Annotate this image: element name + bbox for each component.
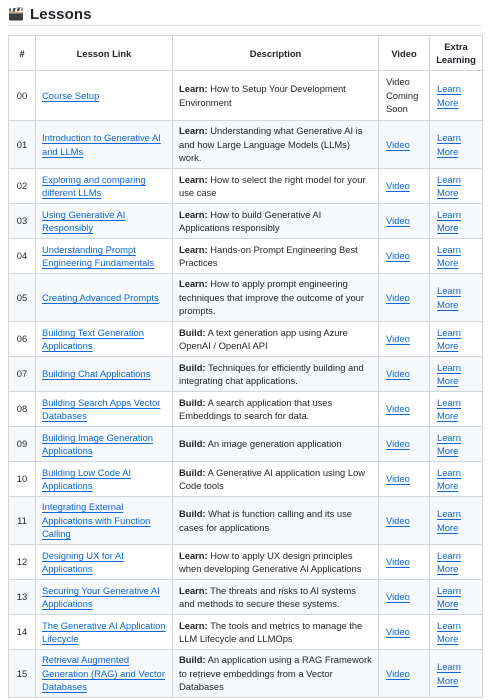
description-kind: Build:	[179, 466, 206, 478]
video-link[interactable]: Video	[386, 250, 410, 262]
section-title: Lessons	[30, 5, 92, 23]
lesson-link[interactable]: Building Image Generation Applications	[42, 431, 154, 456]
lesson-link[interactable]: Course Setup	[42, 89, 100, 101]
clapperboard-icon	[8, 7, 24, 21]
lesson-number: 09	[9, 427, 36, 462]
description-kind: Build:	[179, 654, 206, 666]
table-row	[9, 239, 483, 274]
lesson-number: 07	[9, 357, 36, 392]
table-row	[9, 392, 483, 427]
description-text: The threats and risks to AI systems and methods to secure these systems.	[179, 584, 356, 609]
video-link[interactable]: Video	[386, 473, 410, 485]
video-cell	[379, 322, 430, 357]
lesson-description	[173, 392, 379, 427]
table-row	[9, 615, 483, 650]
extra-learning-cell	[430, 497, 483, 545]
description-kind: Build:	[179, 361, 206, 373]
lesson-link-cell	[36, 392, 173, 427]
lesson-number: 10	[9, 462, 36, 497]
video-cell	[379, 204, 430, 239]
video-cell	[379, 650, 430, 698]
table-row	[9, 357, 483, 392]
description-text: How to select the right model for your use case	[179, 173, 366, 198]
description-kind: Learn:	[179, 278, 208, 290]
lesson-link[interactable]: Integrating External Applications with Function Calling	[42, 501, 151, 540]
extra-learning-cell	[430, 580, 483, 615]
lesson-link-cell	[36, 462, 173, 497]
lesson-number: 13	[9, 580, 36, 615]
lesson-link[interactable]: Building Text Generation Applications	[42, 326, 144, 351]
video-link[interactable]: Video	[386, 215, 410, 227]
table-row	[9, 427, 483, 462]
description-kind: Build:	[179, 396, 206, 408]
lesson-link-cell	[36, 497, 173, 545]
video-cell	[379, 169, 430, 204]
extra-learning-cell	[430, 427, 483, 462]
header-extra-learning: Extra Learning	[430, 36, 483, 71]
lessons-table	[8, 35, 483, 698]
lesson-description	[173, 497, 379, 545]
lesson-description	[173, 239, 379, 274]
header-description: Description	[173, 36, 379, 71]
lesson-number: 14	[9, 615, 36, 650]
description-text: What is function calling and its use cases for applications	[179, 508, 352, 533]
description-text: Hands-on Prompt Engineering Best Practices	[179, 243, 358, 268]
description-text: Understanding what Generative AI is and how Large Language Models (LLMs) work.	[179, 125, 363, 164]
video-cell	[379, 497, 430, 545]
description-kind: Learn:	[179, 208, 208, 220]
description-text: Techniques for efficiently building and integrating chat applications.	[179, 361, 364, 386]
video-link[interactable]: Video	[386, 291, 410, 303]
lesson-link-cell	[36, 239, 173, 274]
description-text: How to apply UX design principles when developing Generative AI Applications	[179, 549, 362, 574]
learn-more-link[interactable]: Learn More	[437, 208, 461, 233]
description-kind: Learn:	[179, 549, 208, 561]
lesson-number: 04	[9, 239, 36, 274]
video-cell	[379, 462, 430, 497]
video-link[interactable]: Video	[386, 626, 410, 638]
table-row	[9, 580, 483, 615]
extra-learning-cell	[430, 204, 483, 239]
video-link[interactable]: Video	[386, 333, 410, 345]
lesson-link[interactable]: Securing Your Generative AI Applications	[42, 584, 160, 609]
lesson-number: 11	[9, 497, 36, 545]
lesson-description	[173, 322, 379, 357]
extra-learning-cell	[430, 121, 483, 169]
learn-more-link[interactable]: Learn More	[437, 361, 461, 386]
learn-more-link[interactable]: Learn More	[437, 549, 461, 574]
lesson-link-cell	[36, 427, 173, 462]
lesson-link[interactable]: Building Chat Applications	[42, 368, 151, 380]
learn-more-link[interactable]: Learn More	[437, 83, 461, 108]
lesson-number: 06	[9, 322, 36, 357]
table-row	[9, 274, 483, 322]
video-cell	[379, 71, 430, 121]
lesson-link[interactable]: Building Low Code AI Applications	[42, 466, 132, 491]
description-text: An application using a RAG Framework to retrieve embeddings from a Vector Databases	[179, 654, 372, 693]
extra-learning-cell	[430, 322, 483, 357]
table-row	[9, 71, 483, 121]
description-kind: Build:	[179, 438, 206, 450]
lesson-description	[173, 615, 379, 650]
video-cell	[379, 121, 430, 169]
video-cell	[379, 580, 430, 615]
video-cell	[379, 545, 430, 580]
video-cell	[379, 274, 430, 322]
video-cell	[379, 615, 430, 650]
extra-learning-cell	[430, 169, 483, 204]
extra-learning-cell	[430, 239, 483, 274]
description-kind: Learn:	[179, 83, 208, 94]
lesson-link[interactable]: Retrieval Augmented Generation (RAG) and Vector Databases	[42, 654, 165, 693]
description-text: The tools and metrics to manage the LLM Lifecycle and LLMOps	[179, 619, 363, 644]
lesson-link-cell	[36, 322, 173, 357]
description-kind: Learn:	[179, 619, 208, 631]
table-row	[9, 322, 483, 357]
video-link[interactable]: Video	[386, 667, 410, 679]
video-link[interactable]: Video	[386, 438, 410, 450]
section-divider	[8, 25, 481, 26]
video-link[interactable]: Video	[386, 180, 410, 192]
lesson-number: 03	[9, 204, 36, 239]
header-video: Video	[379, 36, 430, 71]
extra-learning-cell	[430, 71, 483, 121]
lesson-description	[173, 580, 379, 615]
lesson-link-cell	[36, 357, 173, 392]
video-link[interactable]: Video	[386, 591, 410, 603]
header-number: #	[9, 36, 36, 71]
video-link[interactable]: Video	[386, 368, 410, 380]
lesson-link-cell	[36, 204, 173, 239]
lesson-description	[173, 169, 379, 204]
learn-more-link[interactable]: Learn More	[437, 285, 461, 310]
lesson-link[interactable]: Understanding Prompt Engineering Fundamentals	[42, 243, 155, 268]
lesson-number: 08	[9, 392, 36, 427]
header-lesson-link: Lesson Link	[36, 36, 173, 71]
learn-more-link[interactable]: Learn More	[437, 132, 461, 157]
description-kind: Learn:	[179, 125, 208, 137]
video-status: Video Coming Soon	[386, 76, 419, 115]
extra-learning-cell	[430, 462, 483, 497]
lesson-description	[173, 274, 379, 322]
video-cell	[379, 239, 430, 274]
video-link[interactable]: Video	[386, 403, 410, 415]
learn-more-link[interactable]: Learn More	[437, 508, 461, 533]
learn-more-link[interactable]: Learn More	[437, 396, 461, 421]
learn-more-link[interactable]: Learn More	[437, 466, 461, 491]
lesson-description	[173, 650, 379, 698]
lesson-link-cell	[36, 650, 173, 698]
extra-learning-cell	[430, 545, 483, 580]
lesson-link[interactable]: Using Generative AI Responsibly	[42, 208, 126, 233]
learn-more-link[interactable]: Learn More	[437, 243, 461, 268]
lesson-link[interactable]: The Generative AI Application Lifecycle	[42, 619, 166, 644]
learn-more-link[interactable]: Learn More	[437, 584, 461, 609]
extra-learning-cell	[430, 650, 483, 698]
extra-learning-cell	[430, 615, 483, 650]
learn-more-link[interactable]: Learn More	[437, 173, 461, 198]
table-row	[9, 497, 483, 545]
description-text: A search application that uses Embeddings to search for data.	[179, 396, 333, 421]
lesson-description	[173, 204, 379, 239]
lesson-link-cell	[36, 121, 173, 169]
description-kind: Learn:	[179, 173, 208, 185]
description-text: A text generation app using Azure OpenAI / OpenAI API	[179, 326, 348, 351]
extra-learning-cell	[430, 357, 483, 392]
lesson-number: 01	[9, 121, 36, 169]
table-row	[9, 169, 483, 204]
description-text: How to build Generative AI Applications responsibly	[179, 208, 322, 233]
lesson-description	[173, 427, 379, 462]
lesson-link-cell	[36, 545, 173, 580]
lesson-number: 15	[9, 650, 36, 698]
table-row	[9, 650, 483, 698]
learn-more-link[interactable]: Learn More	[437, 661, 461, 686]
learn-more-link[interactable]: Learn More	[437, 326, 461, 351]
learn-more-link[interactable]: Learn More	[437, 431, 461, 456]
description-text: How to apply prompt engineering techniques that improve the outcome of your prompts.	[179, 278, 365, 317]
description-text: How to Setup Your Development Environment	[179, 83, 346, 108]
video-cell	[379, 392, 430, 427]
lesson-link[interactable]: Exploring and comparing different LLMs	[42, 173, 146, 198]
lesson-link[interactable]: Creating Advanced Prompts	[42, 291, 159, 303]
table-row	[9, 545, 483, 580]
description-kind: Learn:	[179, 584, 208, 596]
lesson-number: 02	[9, 169, 36, 204]
lesson-link[interactable]: Introduction to Generative AI and LLMs	[42, 132, 161, 157]
table-row	[9, 121, 483, 169]
video-cell	[379, 357, 430, 392]
lesson-number: 00	[9, 71, 36, 121]
lesson-description	[173, 357, 379, 392]
description-text: An image generation application	[207, 438, 342, 450]
lesson-link-cell	[36, 615, 173, 650]
lesson-link[interactable]: Designing UX for AI Applications	[42, 549, 124, 574]
lesson-number: 05	[9, 274, 36, 322]
table-row	[9, 462, 483, 497]
lesson-link-cell	[36, 274, 173, 322]
description-kind: Learn:	[179, 243, 208, 255]
lesson-number: 12	[9, 545, 36, 580]
description-kind: Build:	[179, 326, 206, 338]
lesson-description	[173, 121, 379, 169]
description-text: A Generative AI application using Low Code tools	[179, 466, 366, 491]
lesson-link-cell	[36, 580, 173, 615]
video-link[interactable]: Video	[386, 138, 410, 150]
section-header	[8, 3, 92, 25]
video-link[interactable]: Video	[386, 556, 410, 568]
table-header-row	[9, 36, 483, 71]
lesson-description	[173, 545, 379, 580]
extra-learning-cell	[430, 392, 483, 427]
lesson-link-cell	[36, 169, 173, 204]
video-link[interactable]: Video	[386, 514, 410, 526]
lesson-link-cell	[36, 71, 173, 121]
learn-more-link[interactable]: Learn More	[437, 619, 461, 644]
lesson-description	[173, 462, 379, 497]
lesson-link[interactable]: Building Search Apps Vector Databases	[42, 396, 161, 421]
video-cell	[379, 427, 430, 462]
extra-learning-cell	[430, 274, 483, 322]
description-kind: Build:	[179, 508, 206, 519]
lesson-description	[173, 71, 379, 121]
table-row	[9, 204, 483, 239]
